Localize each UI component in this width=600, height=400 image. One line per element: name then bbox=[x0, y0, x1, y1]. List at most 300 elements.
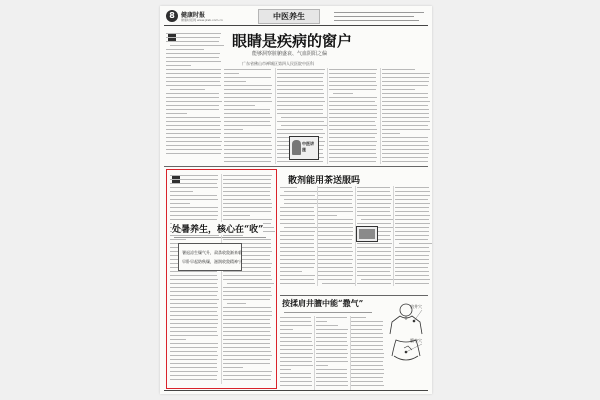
text-line bbox=[329, 85, 377, 86]
text-line bbox=[382, 97, 429, 98]
text-line bbox=[170, 215, 218, 216]
text-line bbox=[224, 129, 243, 130]
text-line bbox=[223, 199, 271, 200]
text-line bbox=[223, 375, 271, 376]
text-line bbox=[166, 85, 221, 86]
text-line bbox=[170, 351, 217, 352]
text-line bbox=[224, 77, 271, 78]
text-line bbox=[280, 267, 314, 268]
text-line bbox=[170, 327, 217, 328]
text-line bbox=[170, 311, 217, 312]
text-line bbox=[223, 203, 272, 204]
text-line bbox=[395, 211, 429, 212]
text-line bbox=[318, 203, 352, 204]
text-line bbox=[318, 215, 337, 216]
text-line bbox=[223, 331, 270, 332]
text-line bbox=[170, 303, 217, 304]
text-line bbox=[166, 61, 221, 62]
text-line bbox=[395, 255, 429, 256]
text-line bbox=[351, 333, 383, 334]
text-line bbox=[395, 271, 430, 272]
text-line bbox=[357, 283, 392, 284]
text-line bbox=[170, 335, 218, 336]
text-line bbox=[329, 133, 377, 134]
text-line bbox=[351, 361, 383, 362]
acupoint-lower-label: 膻中穴 bbox=[410, 338, 422, 343]
text-line bbox=[166, 97, 219, 98]
text-line bbox=[170, 367, 217, 368]
text-line bbox=[166, 49, 204, 50]
text-line bbox=[280, 219, 314, 220]
text-line bbox=[166, 109, 219, 110]
text-line bbox=[223, 343, 270, 344]
tea-article-title: 散剂能用茶送服吗 bbox=[288, 173, 360, 186]
text-line bbox=[170, 187, 218, 188]
text-line bbox=[316, 385, 348, 386]
badge-icon bbox=[359, 229, 375, 239]
text-line bbox=[223, 187, 271, 188]
text-line bbox=[395, 235, 429, 236]
text-line bbox=[357, 191, 391, 192]
text-line bbox=[223, 315, 272, 316]
main-left-column bbox=[166, 32, 222, 158]
text-line bbox=[316, 329, 348, 330]
text-line bbox=[170, 315, 218, 316]
text-line bbox=[318, 239, 352, 240]
text-line bbox=[351, 377, 383, 378]
text-line bbox=[280, 365, 313, 366]
text-line bbox=[333, 93, 353, 94]
text-line bbox=[382, 153, 430, 154]
text-line bbox=[170, 355, 218, 356]
text-line bbox=[223, 355, 272, 356]
text-line bbox=[280, 353, 313, 354]
text-line bbox=[224, 113, 270, 114]
summer-article-body bbox=[170, 174, 272, 384]
text-line bbox=[316, 349, 347, 350]
text-line bbox=[224, 153, 271, 154]
text-line bbox=[170, 203, 190, 204]
massage-article-body bbox=[280, 316, 384, 390]
text-line bbox=[223, 307, 271, 308]
text-line bbox=[277, 89, 324, 90]
text-line bbox=[280, 377, 311, 378]
text-line bbox=[170, 379, 217, 380]
text-line bbox=[170, 191, 193, 192]
text-line bbox=[316, 321, 328, 322]
quote-line: 暑退凉生燥气升，肃杀收敛渐来临 bbox=[182, 250, 242, 255]
text-line bbox=[382, 81, 430, 82]
text-line bbox=[224, 97, 271, 98]
text-line bbox=[395, 239, 429, 240]
text-line bbox=[223, 291, 271, 292]
text-line bbox=[316, 381, 348, 382]
quote-line: 早卧早起防秋燥，滋润收敛精神宁 bbox=[182, 259, 242, 264]
text-line bbox=[280, 243, 314, 244]
text-line bbox=[280, 211, 314, 212]
text-line bbox=[395, 195, 430, 196]
text-line bbox=[361, 279, 396, 280]
text-line bbox=[395, 259, 429, 260]
text-line bbox=[277, 77, 324, 78]
text-line bbox=[395, 247, 430, 248]
text-line bbox=[318, 275, 353, 276]
text-line bbox=[223, 239, 271, 240]
text-line bbox=[170, 339, 186, 340]
text-line bbox=[284, 203, 318, 204]
text-line bbox=[395, 227, 429, 228]
text-line bbox=[170, 375, 217, 376]
text-line bbox=[170, 295, 217, 296]
text-line bbox=[351, 385, 383, 386]
section-tab bbox=[258, 9, 320, 24]
summer-quote-box bbox=[178, 243, 242, 271]
text-line bbox=[170, 287, 218, 288]
masthead-meta-line bbox=[334, 12, 424, 13]
text-line bbox=[166, 149, 222, 150]
text-line bbox=[170, 195, 217, 196]
text-line bbox=[223, 275, 271, 276]
lecture-badge bbox=[289, 136, 319, 160]
text-line bbox=[170, 199, 218, 200]
text-line bbox=[318, 227, 352, 228]
text-line bbox=[284, 199, 318, 200]
text-line bbox=[227, 303, 246, 304]
text-line bbox=[382, 141, 428, 142]
text-line bbox=[223, 311, 272, 312]
text-line bbox=[224, 105, 255, 106]
text-line bbox=[224, 85, 272, 86]
text-line bbox=[318, 207, 353, 208]
text-line bbox=[329, 89, 376, 90]
tea-article-badge bbox=[356, 226, 378, 242]
text-line bbox=[318, 199, 352, 200]
text-line bbox=[357, 247, 392, 248]
text-line bbox=[223, 211, 271, 212]
section-divider bbox=[164, 166, 428, 167]
text-line bbox=[170, 175, 218, 176]
text-line bbox=[280, 317, 311, 318]
text-line bbox=[329, 81, 376, 82]
section-title: 中医养生 bbox=[273, 12, 305, 21]
text-line bbox=[351, 329, 382, 330]
text-line bbox=[329, 73, 376, 74]
summer-article-title: 处暑养生，核心在“收” bbox=[172, 222, 263, 235]
text-line bbox=[280, 373, 311, 374]
text-line bbox=[223, 271, 271, 272]
text-line bbox=[329, 77, 376, 78]
text-line bbox=[329, 117, 377, 118]
text-line bbox=[277, 97, 324, 98]
text-line bbox=[280, 357, 312, 358]
text-line bbox=[170, 235, 219, 236]
text-line bbox=[223, 279, 272, 280]
text-line bbox=[166, 77, 221, 78]
text-line bbox=[316, 377, 348, 378]
text-line bbox=[357, 223, 391, 224]
text-line bbox=[395, 207, 429, 208]
text-line bbox=[351, 325, 382, 326]
text-line bbox=[223, 363, 270, 364]
text-line bbox=[280, 381, 312, 382]
text-line bbox=[223, 215, 250, 216]
text-line bbox=[357, 263, 391, 264]
text-line bbox=[395, 263, 429, 264]
newspaper-page bbox=[160, 6, 432, 394]
text-line bbox=[223, 183, 271, 184]
main-article-subtitle: 能够洞察脏腑盛衰、气血阴阳之偏 bbox=[252, 51, 328, 57]
text-line bbox=[329, 121, 375, 122]
text-line bbox=[318, 263, 352, 264]
text-line bbox=[166, 93, 219, 94]
lecture-badge-label: 中医讲座 bbox=[302, 141, 314, 152]
text-line bbox=[277, 69, 325, 70]
text-line bbox=[166, 117, 220, 118]
text-line bbox=[170, 291, 218, 292]
text-line bbox=[351, 345, 383, 346]
text-line bbox=[316, 369, 347, 370]
text-line bbox=[382, 73, 430, 74]
massage-article-title: 按揉肩井膻中能“撒气” bbox=[282, 298, 364, 308]
text-line bbox=[166, 129, 221, 130]
text-line bbox=[170, 319, 218, 320]
text-line bbox=[382, 113, 430, 114]
text-line bbox=[170, 343, 218, 344]
text-line bbox=[382, 101, 430, 102]
text-line bbox=[223, 335, 271, 336]
text-line bbox=[351, 337, 383, 338]
text-line bbox=[280, 333, 312, 334]
text-line bbox=[382, 117, 430, 118]
text-line bbox=[223, 195, 270, 196]
text-line bbox=[357, 195, 391, 196]
text-line bbox=[318, 191, 353, 192]
text-line bbox=[318, 195, 352, 196]
text-line bbox=[316, 345, 349, 346]
text-line bbox=[316, 365, 328, 366]
text-line bbox=[329, 101, 375, 102]
text-line bbox=[280, 349, 312, 350]
text-line bbox=[318, 211, 353, 212]
text-line bbox=[166, 69, 221, 70]
text-line bbox=[224, 117, 272, 118]
text-line bbox=[351, 369, 384, 370]
text-line bbox=[280, 263, 315, 264]
text-line bbox=[351, 353, 383, 354]
text-line bbox=[382, 109, 429, 110]
text-line bbox=[351, 357, 384, 358]
text-line bbox=[395, 251, 430, 252]
text-line bbox=[329, 149, 376, 150]
text-line bbox=[277, 161, 324, 162]
text-line bbox=[166, 121, 221, 122]
text-line bbox=[395, 223, 430, 224]
masthead-meta-line bbox=[334, 16, 414, 17]
text-line bbox=[224, 69, 271, 70]
masthead-rule bbox=[164, 25, 428, 26]
text-line bbox=[170, 45, 224, 46]
text-line bbox=[223, 323, 270, 324]
text-line bbox=[223, 379, 271, 380]
text-line bbox=[395, 231, 430, 232]
text-line bbox=[280, 275, 315, 276]
text-line bbox=[170, 89, 205, 90]
text-line bbox=[280, 223, 315, 224]
text-line bbox=[170, 219, 217, 220]
text-line bbox=[318, 235, 353, 236]
text-line bbox=[318, 223, 352, 224]
text-line bbox=[318, 187, 352, 188]
text-line bbox=[316, 333, 347, 334]
text-line bbox=[223, 219, 272, 220]
text-line bbox=[277, 81, 324, 82]
text-line bbox=[170, 307, 218, 308]
text-line bbox=[357, 199, 392, 200]
text-line bbox=[277, 133, 325, 134]
acupoint-figure-svg bbox=[384, 300, 430, 388]
text-line bbox=[166, 65, 191, 66]
text-line bbox=[281, 117, 328, 118]
text-line bbox=[284, 191, 319, 192]
tea-article-body bbox=[280, 186, 430, 286]
text-line bbox=[395, 219, 429, 220]
text-line bbox=[223, 351, 271, 352]
person-icon bbox=[292, 140, 301, 155]
masthead-logo: 健康时报 bbox=[181, 12, 206, 19]
text-line bbox=[280, 283, 315, 284]
text-line bbox=[382, 121, 430, 122]
text-line bbox=[166, 145, 221, 146]
text-line bbox=[277, 109, 323, 110]
masthead-meta-line bbox=[334, 20, 419, 21]
text-line bbox=[280, 195, 315, 196]
text-line bbox=[170, 211, 218, 212]
text-line bbox=[224, 73, 239, 74]
text-line bbox=[170, 179, 218, 180]
text-line bbox=[318, 279, 352, 280]
text-line bbox=[170, 371, 218, 372]
text-line bbox=[280, 329, 293, 330]
text-line bbox=[280, 385, 312, 386]
text-line bbox=[166, 81, 220, 82]
text-line bbox=[280, 235, 314, 236]
text-line bbox=[280, 239, 314, 240]
acupoint-upper-leader bbox=[414, 310, 422, 321]
text-line bbox=[316, 357, 348, 358]
text-line bbox=[382, 89, 415, 90]
text-line bbox=[223, 191, 270, 192]
text-line bbox=[357, 211, 391, 212]
text-line bbox=[277, 129, 324, 130]
text-line bbox=[329, 125, 376, 126]
text-line bbox=[280, 247, 314, 248]
text-line bbox=[224, 121, 270, 122]
text-line bbox=[166, 141, 222, 142]
text-line bbox=[318, 231, 353, 232]
text-line bbox=[382, 161, 428, 162]
text-line bbox=[318, 247, 352, 248]
text-line bbox=[382, 149, 430, 150]
text-line bbox=[166, 41, 219, 42]
text-line bbox=[223, 371, 272, 372]
text-line bbox=[280, 215, 315, 216]
text-line bbox=[395, 215, 430, 216]
text-line bbox=[329, 157, 377, 158]
text-line bbox=[318, 259, 352, 260]
main-article-title: 眼睛是疾病的窗户 bbox=[232, 32, 353, 50]
text-line bbox=[382, 69, 416, 70]
text-line bbox=[318, 219, 353, 220]
text-line bbox=[322, 283, 356, 284]
text-line bbox=[395, 187, 429, 188]
text-line bbox=[224, 89, 271, 90]
text-line bbox=[166, 113, 187, 114]
text-line bbox=[357, 275, 391, 276]
text-line bbox=[166, 73, 221, 74]
text-line bbox=[170, 323, 218, 324]
acupoint-lower-leader bbox=[406, 344, 422, 352]
text-line bbox=[280, 337, 311, 338]
text-line bbox=[382, 125, 429, 126]
text-line bbox=[280, 207, 314, 208]
main-article-byline: 广东省佛山市禅城区第四人民医院中医科 bbox=[242, 61, 314, 66]
text-line bbox=[223, 295, 272, 296]
text-line bbox=[280, 321, 311, 322]
text-line bbox=[357, 255, 391, 256]
text-line bbox=[170, 283, 217, 284]
text-line bbox=[166, 125, 220, 126]
text-line bbox=[224, 109, 270, 110]
text-line bbox=[395, 203, 430, 204]
text-line bbox=[357, 203, 392, 204]
text-line bbox=[223, 235, 243, 236]
text-line bbox=[223, 347, 270, 348]
text-line bbox=[284, 227, 318, 228]
text-line bbox=[224, 101, 272, 102]
text-line bbox=[277, 121, 324, 122]
text-line bbox=[351, 381, 383, 382]
text-line bbox=[329, 97, 377, 98]
text-line bbox=[329, 105, 377, 106]
text-line bbox=[227, 283, 274, 284]
column-rule bbox=[275, 68, 276, 164]
text-line bbox=[382, 133, 401, 134]
text-line bbox=[316, 353, 349, 354]
text-line bbox=[223, 299, 270, 300]
text-line bbox=[351, 321, 383, 322]
text-line bbox=[224, 93, 272, 94]
text-line bbox=[170, 359, 217, 360]
text-line bbox=[351, 373, 383, 374]
text-line bbox=[166, 137, 220, 138]
text-line bbox=[361, 219, 395, 220]
text-line bbox=[166, 133, 221, 134]
text-line bbox=[280, 259, 315, 260]
text-line bbox=[170, 183, 217, 184]
text-line bbox=[170, 279, 218, 280]
text-line bbox=[223, 319, 270, 320]
text-line bbox=[166, 33, 221, 34]
text-line bbox=[329, 137, 375, 138]
text-line bbox=[170, 239, 186, 240]
text-line bbox=[357, 271, 391, 272]
text-line bbox=[224, 145, 272, 146]
text-line bbox=[281, 125, 328, 126]
text-line bbox=[329, 129, 377, 130]
text-line bbox=[382, 77, 429, 78]
text-line bbox=[223, 367, 243, 368]
text-line bbox=[318, 243, 352, 244]
